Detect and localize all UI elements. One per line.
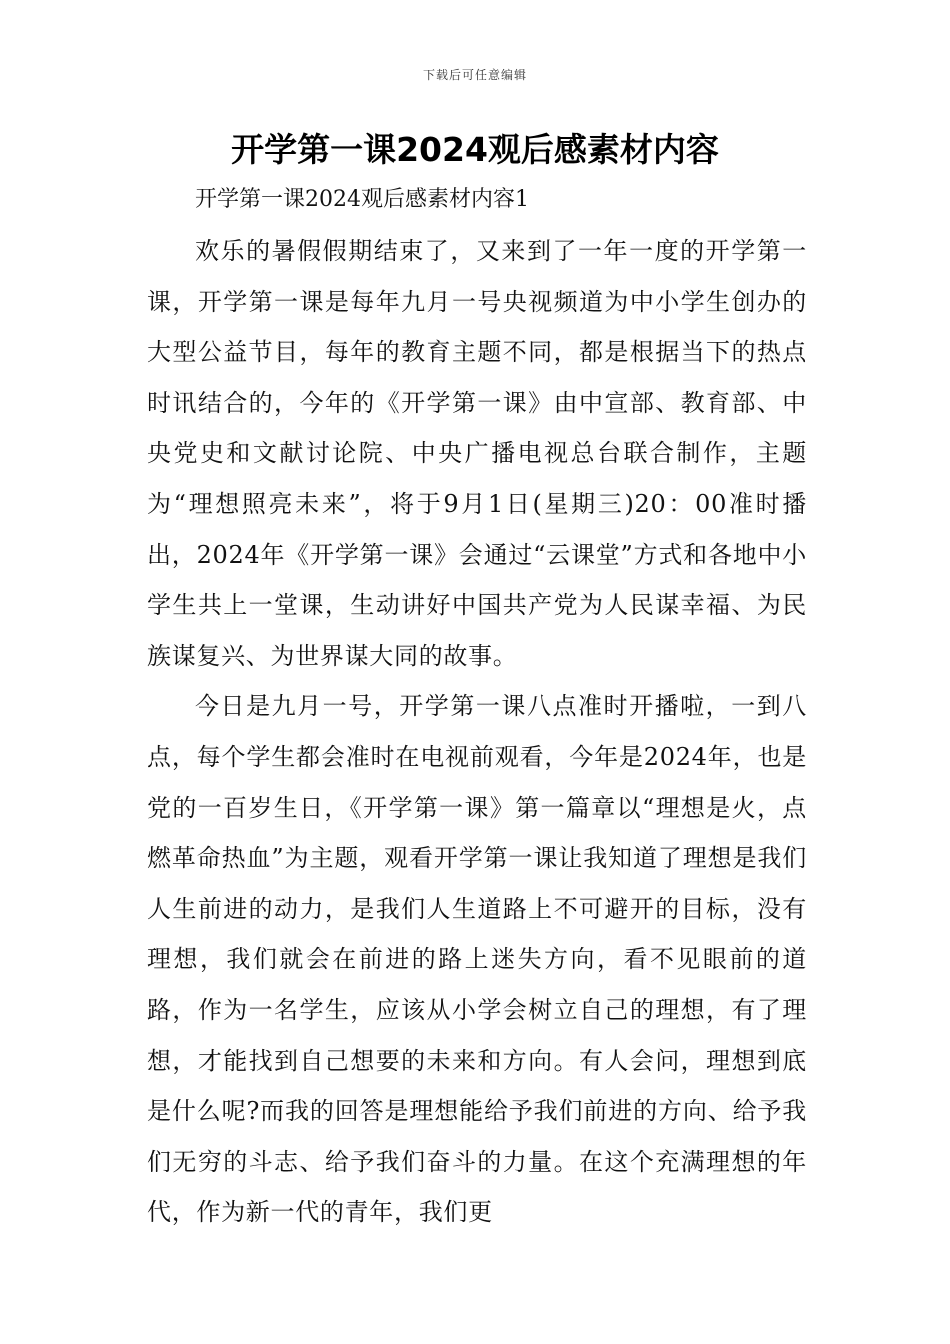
paragraph-2: 今日是九月一号，开学第一课八点准时开播啦，一到八点，每个学生都会准时在电视前观看，今年是2024年，也是党的一百岁生日，《开学第一课》第一篇章以“理想是火，点燃革命热血”为主题，观看开学第一课让我知道了理想是我们人生前进的动力，是我们人生道路上不可避开的目标，没有理想，我们就会在前进的路上迷失方向，看不见眼前的道路，作为一名学生，应该从小学会树立自己的理想，有了理想，才能找到自己想要的未来和方向。有人会问，理想到底是什么呢?而我的回答是理想能给予我们前进的方向、给予我们无穷的斗志、给予我们奋斗的力量。在这个充满理想的年代，作为新一代的青年，我们更 [147,692,807,1227]
document-title: 开学第一课2024观后感素材内容 [231,130,719,169]
header-note: 下载后可任意编辑 [422,68,527,82]
body-text [147,226,807,1238]
section-subtitle: 开学第一课2024观后感素材内容1 [195,187,529,212]
paragraph-1: 欢乐的暑假假期结束了，又来到了一年一度的开学第一课，开学第一课是每年九月一号央视频道为中小学生创办的大型公益节目，每年的教育主题不同，都是根据当下的热点时讯结合的，今年的《开学第一课》由中宣部、教育部、中央党史和文献讨论院、中央广播电视总台联合制作，主题为“理想照亮未来”，将于9月1日(星期三)20：00准时播出，2024年《开学第一课》会通过“云课堂”方式和各地中小学生共上一堂课，生动讲好中国共产党为人民谋幸福、为民族谋复兴、为世界谋大同的故事。 [147,237,807,670]
